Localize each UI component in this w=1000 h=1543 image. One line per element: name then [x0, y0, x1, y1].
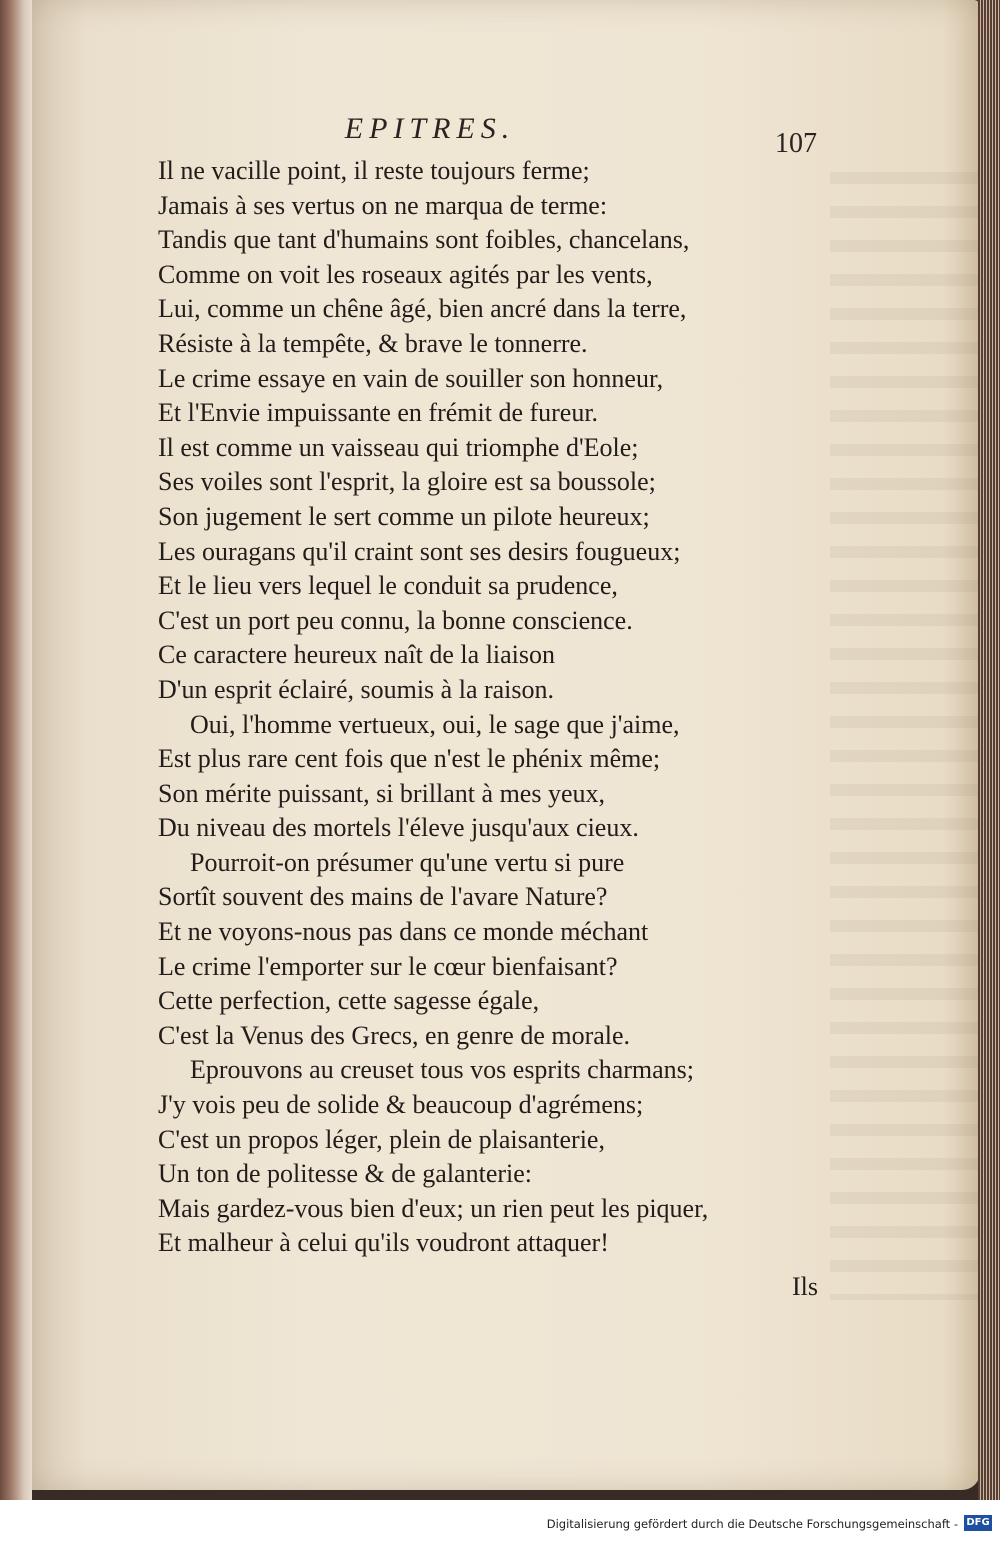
verse-line: Un ton de politesse & de galanterie: — [158, 1159, 533, 1189]
verse-line: Mais gardez-vous bien d'eux; un rien peut les piquer, — [158, 1193, 709, 1223]
verse-line: C'est la Venus des Grecs, en genre de morale. — [158, 1020, 631, 1050]
verse-line: Son mérite puissant, si brillant à mes yeux, — [158, 778, 605, 808]
verse-line: Et malheur à celui qu'ils voudront attaquer! — [158, 1228, 609, 1258]
digitization-credit: Digitalisierung gefördert durch die Deutsche Forschungsgemeinschaft - — [546, 1517, 958, 1531]
page-number: 107 — [775, 128, 817, 159]
verse-line: Comme on voit les roseaux agités par les vents, — [158, 259, 653, 289]
verse-line: Cette perfection, cette sagesse égale, — [158, 986, 540, 1016]
verse-line: Est plus rare cent fois que n'est le phénix même; — [158, 744, 661, 774]
verse-line: Lui, comme un chêne âgé, bien ancré dans la terre, — [158, 294, 687, 324]
verse-line: Sortît souvent des mains de l'avare Nature? — [158, 882, 608, 912]
verse-line-stanza-start: Pourroit-on présumer qu'une vertu si pure — [190, 847, 625, 877]
bleed-through-texture — [830, 150, 1000, 1300]
catchword: Ils — [792, 1272, 818, 1301]
verse-line: Résiste à la tempête, & brave le tonnerre. — [158, 328, 588, 358]
verse-text-block — [158, 154, 818, 1261]
verse-line: Son jugement le sert comme un pilote heureux; — [158, 501, 650, 531]
verse-line: Le crime l'emporter sur le cœur bienfaisant? — [158, 951, 618, 981]
verse-line: Ce caractere heureux naît de la liaison — [158, 640, 556, 670]
verse-line-stanza-start: Oui, l'homme vertueux, oui, le sage que j'aime, — [190, 709, 680, 739]
verse-line: Ses voiles sont l'esprit, la gloire est sa boussole; — [158, 467, 656, 497]
verse-line: Et ne voyons-nous pas dans ce monde méchant — [158, 917, 649, 947]
running-head: EPITRES. — [344, 112, 516, 145]
verse-line: Il est comme un vaisseau qui triomphe d'Eole; — [158, 432, 639, 462]
verse-line: Le crime essaye en vain de souiller son honneur, — [158, 363, 664, 393]
verse-line: Et l'Envie impuissante en frémit de fureur. — [158, 398, 599, 428]
verse-line: Il ne vacille point, il reste toujours ferme; — [158, 156, 590, 185]
verse-line: Et le lieu vers lequel le conduit sa prudence, — [158, 571, 618, 601]
verse-line: Tandis que tant d'humains sont foibles, chancelans, — [158, 225, 690, 255]
verse-line: Du niveau des mortels l'éleve jusqu'aux cieux. — [158, 813, 639, 843]
verse-line: Jamais à ses vertus on ne marqua de terme: — [158, 190, 608, 220]
verse-line: D'un esprit éclairé, soumis à la raison. — [158, 674, 555, 704]
verse-line: Les ouragans qu'il craint sont ses desirs fougueux; — [158, 536, 681, 566]
verse-line-stanza-start: Eprouvons au creuset tous vos esprits charmans; — [190, 1055, 695, 1085]
book-binding — [0, 0, 32, 1500]
verse-line: C'est un propos léger, plein de plaisanterie, — [158, 1124, 605, 1154]
verse-line: J'y vois peu de solide & beaucoup d'agrémens; — [158, 1090, 644, 1120]
dfg-logo: DFG — [964, 1515, 992, 1531]
verse-line: C'est un port peu connu, la bonne conscience. — [158, 605, 633, 635]
page-edges — [978, 0, 1000, 1500]
